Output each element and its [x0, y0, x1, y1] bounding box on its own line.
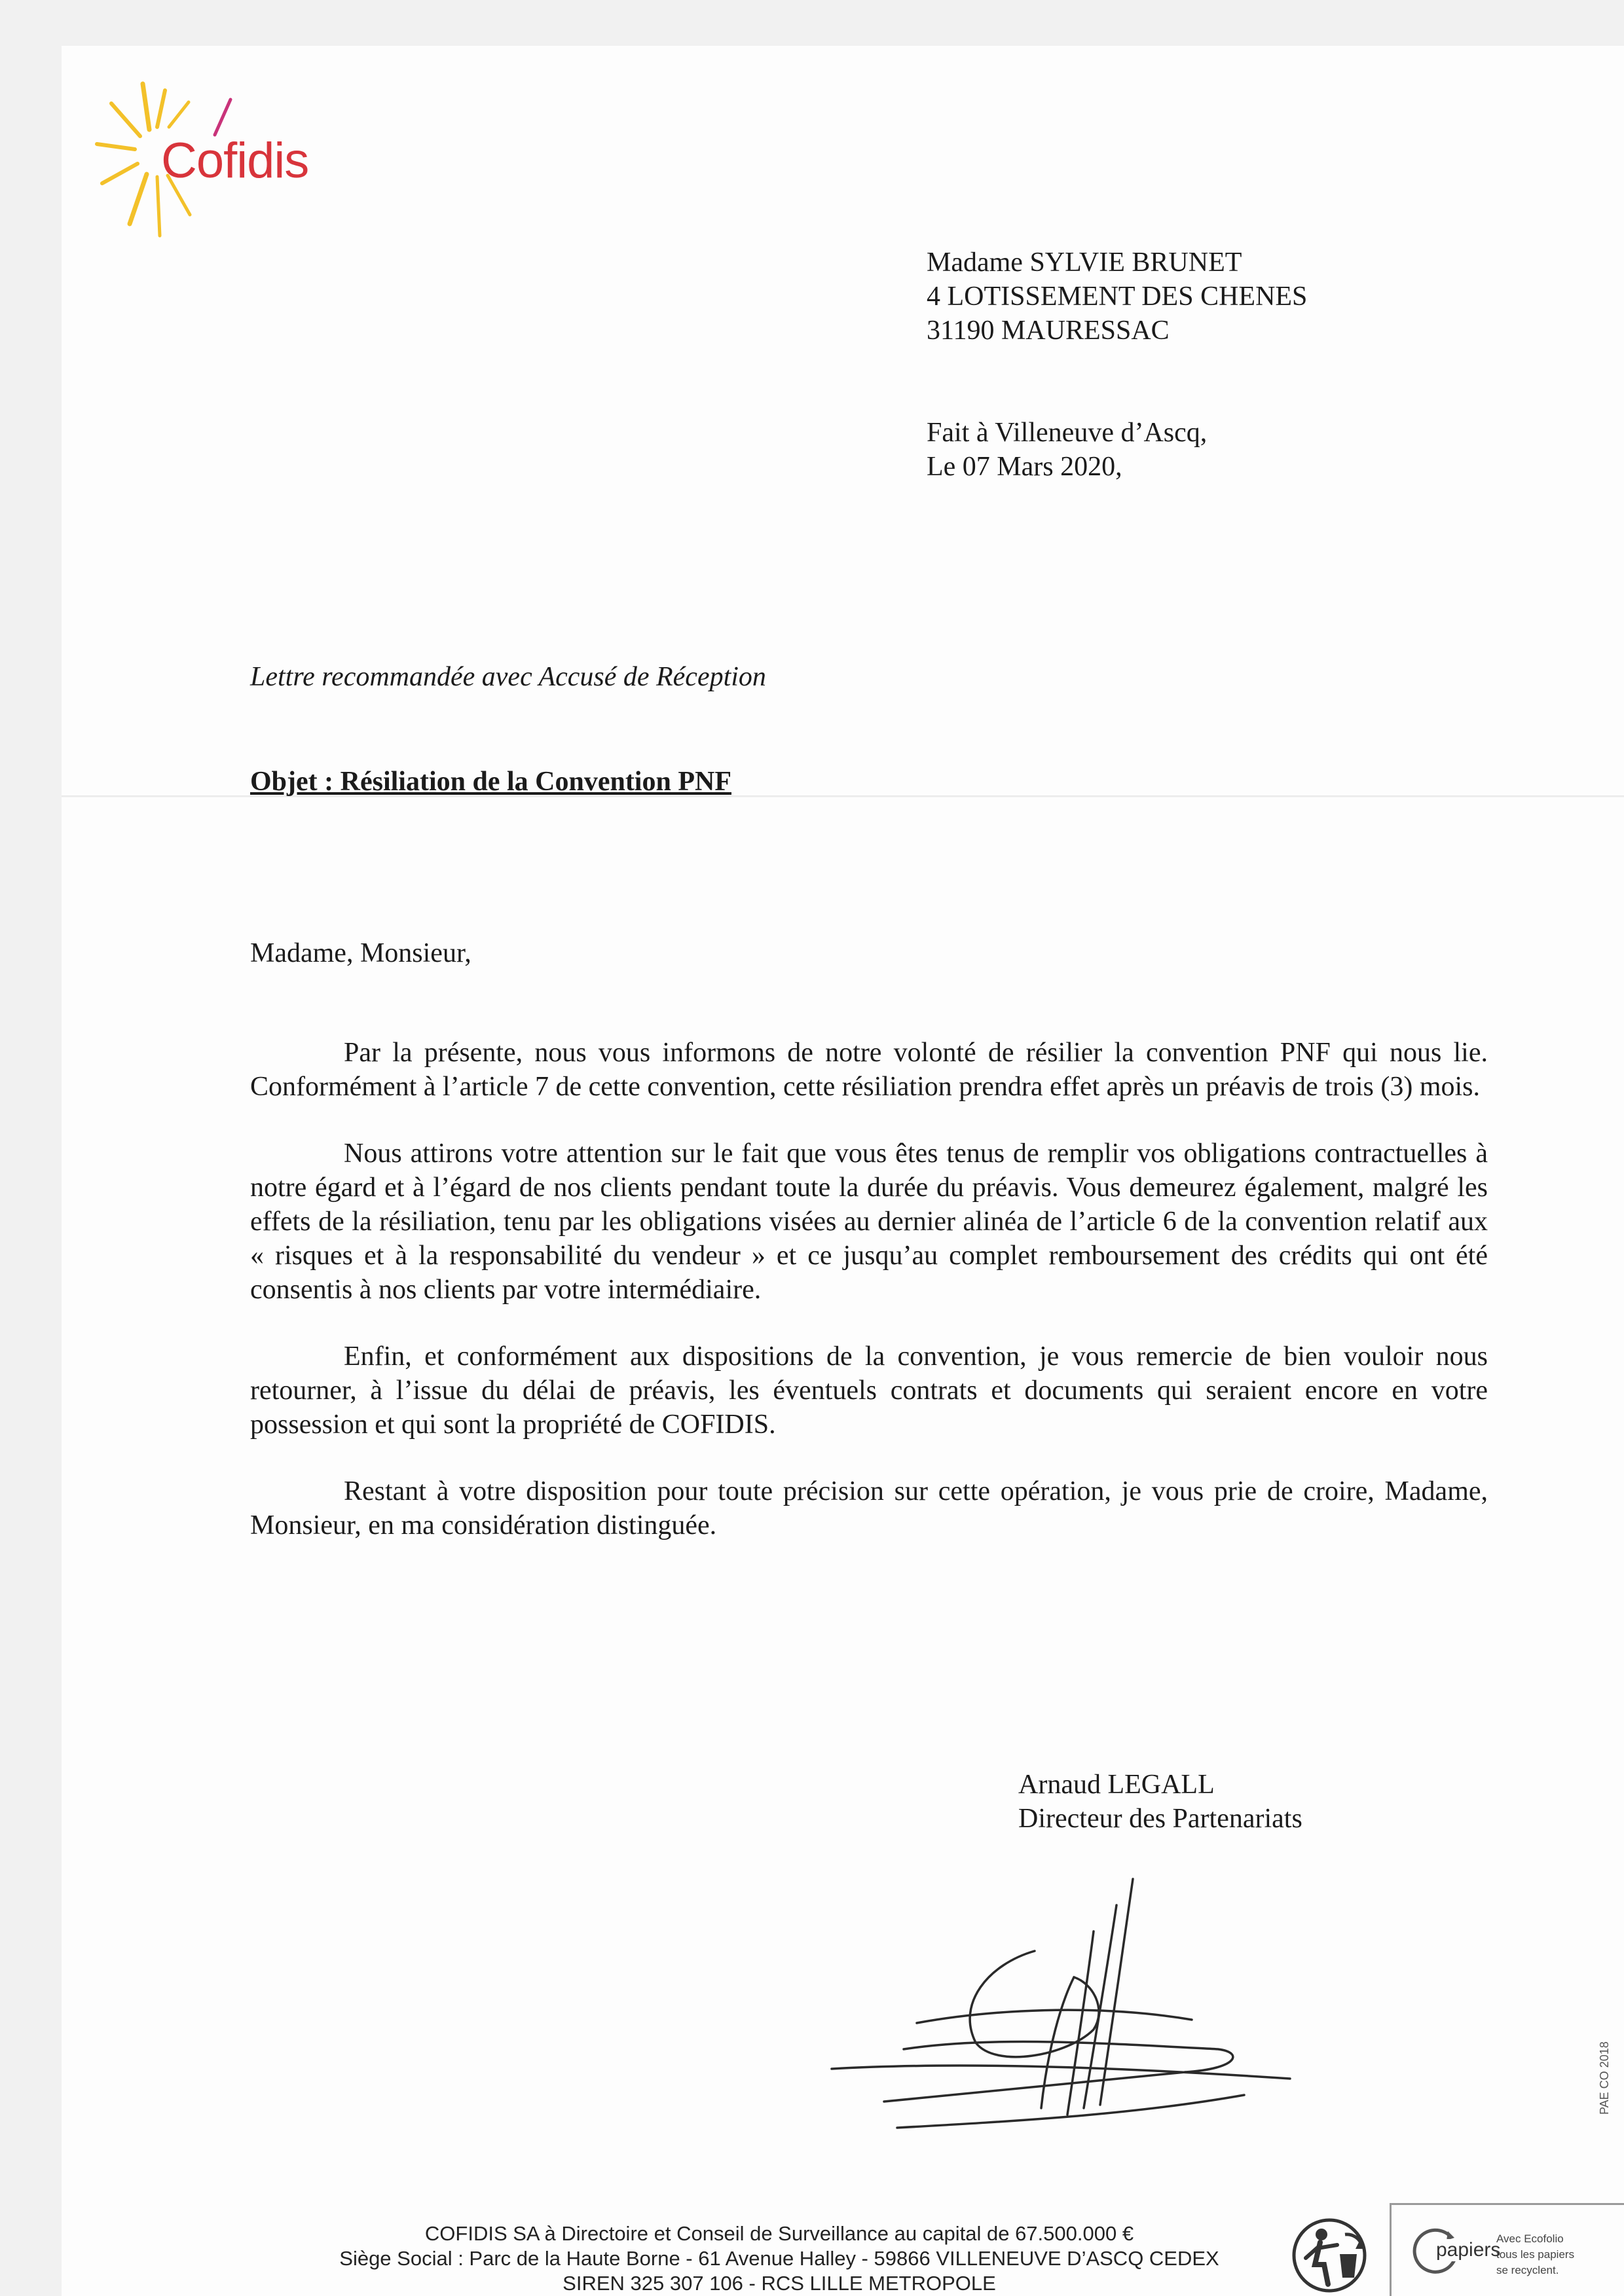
- body-paragraph: Restant à votre disposition pour toute précision sur cette opération, je vous prie de croire, Madame, Monsieur, en ma considération distinguée.: [250, 1476, 1488, 1540]
- cofidis-logo: [92, 72, 367, 242]
- recipient-name: Madame SYLVIE BRUNET: [927, 247, 1242, 278]
- side-print-code: PAE CO 2018: [1598, 2041, 1611, 2115]
- ecofolio-line: se recyclent.: [1496, 2264, 1559, 2276]
- recipient-city: 31190 MAURESSAC: [927, 316, 1170, 346]
- ecofolio-badge: [1390, 2203, 1624, 2296]
- letter-subject: Objet : Résiliation de la Convention PNF: [250, 767, 731, 797]
- ecofolio-line: tous les papiers: [1496, 2248, 1575, 2261]
- letter-place: Fait à Villeneuve d’Ascq,: [927, 418, 1208, 448]
- signatory-title: Directeur des Partenariats: [1018, 1804, 1302, 1834]
- brand-name: Cofidis: [161, 133, 309, 189]
- recipient-street: 4 LOTISSEMENT DES CHENES: [927, 282, 1308, 312]
- body-paragraph: Par la présente, nous vous informons de notre volonté de résilier la convention PNF qui nous lie. Conformément à l’article 7 de cette convention, cette résiliation prendra effet après un préavis de trois (3) mois.: [250, 1038, 1488, 1102]
- delivery-mode: Lettre recommandée avec Accusé de Réception: [250, 662, 766, 692]
- triman-recycling-icon: [1291, 2215, 1376, 2296]
- place-and-date: [927, 416, 1207, 484]
- body-paragraph: Nous attirons votre attention sur le fait que vous êtes tenus de remplir vos obligations contractuelles à notre égard et à l’égard de nos clients pendant toute la durée du préavis. Vous demeurez également, malgré les effets de la résiliation, tenu par les obligations visées au dernier alinéa de l’article 6 de la convention relatif aux « risques et à la responsabilité du vendeur » et ce jusqu’au complet remboursement des crédits qui ont été consentis à nos clients par votre intermédiaire.: [250, 1139, 1488, 1305]
- signatory: [1018, 1768, 1302, 1836]
- company-footer: [249, 2221, 1310, 2296]
- ecofolio-caption: [1496, 2231, 1574, 2278]
- letter-date: Le 07 Mars 2020,: [927, 452, 1122, 482]
- ecofolio-line: Avec Ecofolio: [1496, 2232, 1564, 2245]
- ecofolio-word: papiers: [1436, 2239, 1501, 2261]
- letter-body: [250, 1036, 1488, 1575]
- footer-legal-line: COFIDIS SA à Directoire et Conseil de Surveillance au capital de 67.500.000 €: [424, 2222, 1134, 2245]
- body-paragraph: Enfin, et conformément aux dispositions de la convention, je vous remercie de bien vouloir nous retourner, à l’issue du délai de préavis, les éventuels contrats et documents qui seraient encore en votre possession et qui sont la propriété de COFIDIS.: [250, 1341, 1488, 1440]
- handwritten-signature: [819, 1853, 1316, 2141]
- recipient-address: [927, 246, 1307, 348]
- footer-registration-line: SIREN 325 307 106 - RCS LILLE METROPOLE: [563, 2272, 996, 2295]
- signatory-name: Arnaud LEGALL: [1018, 1770, 1215, 1800]
- salutation: Madame, Monsieur,: [250, 938, 471, 968]
- footer-address-line: Siège Social : Parc de la Haute Borne - 61 Avenue Halley - 59866 VILLENEUVE D’ASCQ CEDEX: [339, 2247, 1219, 2270]
